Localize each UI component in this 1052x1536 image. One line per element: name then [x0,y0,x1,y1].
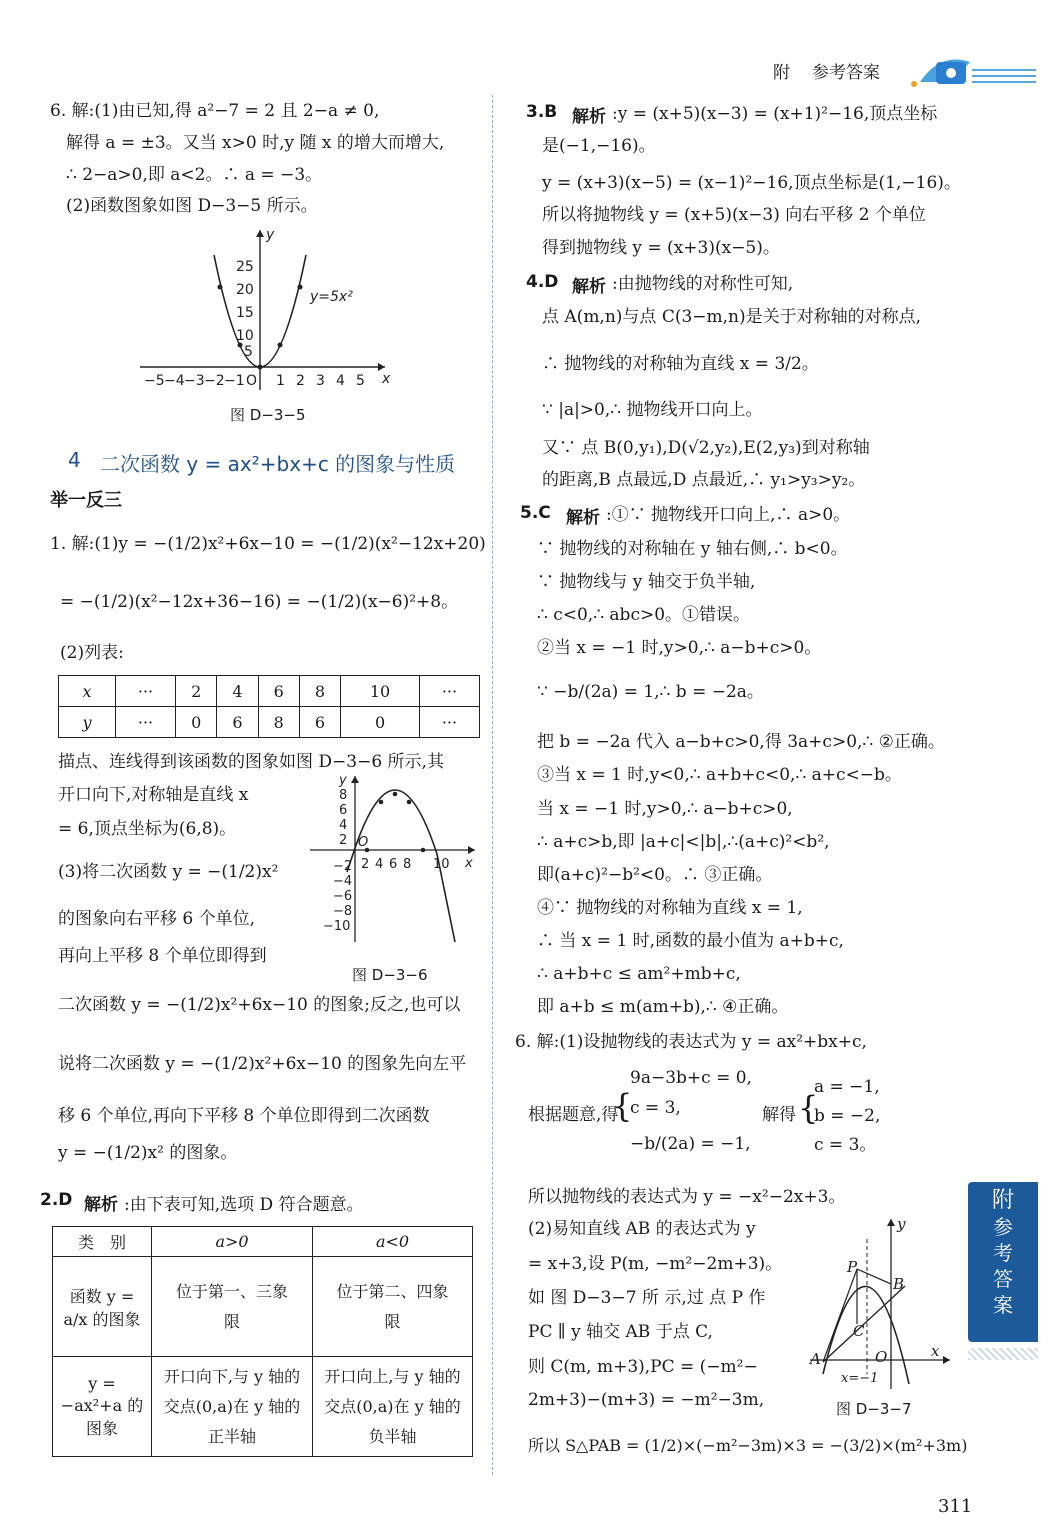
fig37-label: x=−1 [841,1371,879,1386]
p1-line2: = −(1/2)(x²−12x+36−16) = −(1/2)(x−6)²+8。 [60,592,459,612]
figure-d-3-7 [805,1214,955,1394]
fig35-ytick: 25 [236,259,254,275]
header-answers: 参考答案 [812,63,880,83]
table-cell: 10 [341,676,420,707]
p1b-line9: 移 6 个单位,再向下平移 8 个单位即得到二次函数 [58,1106,430,1126]
q6r-sol-2: c = 3。 [814,1135,877,1155]
fig35-xtick: 5 [356,373,365,389]
q6r-line9: 所以 S△PAB = (1/2)×(−m²−3m)×3 = −(3/2)×(m²+3m) [528,1436,968,1455]
p1b-line2: 开口向下,对称轴是直线 x [58,785,249,805]
table-cell: 6 [217,707,258,738]
q5-line12: ④∵ 抛物线的对称轴为直线 x = 1, [537,898,803,918]
p1b-line8: 说将二次函数 y = −(1/2)x²+6x−10 的图象先向左平 [58,1054,467,1074]
q6r-line3: (2)易知直线 AB 的表达式为 y [528,1219,756,1239]
q3-line3: y = (x+3)(x−5) = (x−1)²−16,顶点坐标是(1,−16)。 [542,173,961,193]
table-cell: 位于第二、四象限 [313,1257,473,1357]
table-cell: 开口向上,与 y 轴的交点(0,a)在 y 轴的负半轴 [313,1357,473,1457]
p1b-line5: 的图象向右平移 6 个单位, [58,909,256,929]
p1b-line6: 再向上平移 8 个单位即得到 [58,946,267,966]
q6r-sol-1: b = −2, [814,1106,881,1126]
q5-line10: ∴ a+c>b,即 |a+c|<|b|,∴(a+c)²<b², [537,832,830,852]
fig35-ytick: 10 [236,328,254,344]
fig36-ylabel: y [339,773,347,788]
sidetab-char: 案 [993,1293,1013,1317]
fig36-xlabel: x [465,856,473,871]
q5-line8: ③当 x = 1 时,y<0,∴ a+b+c<0,∴ a+c<−b。 [537,765,902,785]
fig36-ytick: −8 [333,904,353,919]
q5-label: 解析 [566,508,600,528]
fig35-xlabel: x [382,371,391,387]
column-divider [492,95,493,1475]
fig35-ylabel: y [266,227,275,243]
q6r-line2: 所以抛物线的表达式为 y = −x²−2x+3。 [528,1187,846,1207]
p1-line3: (2)列表: [60,643,124,663]
fig36-ytick: 2 [339,833,348,848]
q5-line6: ∵ −b/(2a) = 1,∴ b = −2a。 [537,682,764,702]
fig36-xtick: 2 [361,857,370,872]
fig36-ytick: 4 [339,818,348,833]
fig37-caption: 图 D−3−7 [836,1400,912,1418]
jyfs-heading: 举一反三 [50,490,122,511]
header-fu: 附 [773,63,790,83]
q6r-line6: PC ∥ y 轴交 AB 于点 C, [528,1322,713,1342]
figure-d-3-6 [305,772,480,947]
fig35-xtick: −1 [224,373,245,389]
fig35-caption: 图 D−3−5 [230,406,306,424]
q5-line9: 当 x = −1 时,y>0,∴ a−b+c>0, [537,799,793,819]
q3-line1: :y = (x+5)(x−3) = (x+1)²−16,顶点坐标 [612,104,938,124]
tab-hatch [968,1348,1038,1360]
fig35-curve-label: y=5x² [310,289,353,305]
table-cell: ··· [116,676,176,707]
table-header: a>0 [152,1227,313,1257]
q5-line5: ②当 x = −1 时,y>0,∴ a−b+c>0。 [537,638,822,658]
q6r-line7: 则 C(m, m+3),PC = (−m²− [528,1357,758,1377]
table-header: 类 别 [53,1227,152,1257]
table-header: a<0 [313,1227,473,1257]
table-cell: 6 [299,707,340,738]
table-cell: y = −ax²+a 的图象 [53,1357,152,1457]
table-cell: 2 [176,676,217,707]
q4-line1: :由抛物线的对称性可知, [612,274,794,294]
table-cell: 6 [258,676,299,707]
q5-line14: ∴ a+b+c ≤ am²+mb+c, [537,964,741,984]
q2-head: 2.D [40,1190,73,1210]
appendix-side-tab [968,1182,1038,1342]
q6r-line5: 如 图 D−3−7 所 示,过 点 P 作 [528,1288,766,1308]
q6r-sys-0: 9a−3b+c = 0, [630,1068,752,1088]
section-title: 二次函数 y = ax²+bx+c 的图象与性质 [100,452,456,476]
q6r-sys-2: −b/(2a) = −1, [630,1134,751,1154]
q6r-line1: 6. 解:(1)设抛物线的表达式为 y = ax²+bx+c, [515,1032,867,1052]
q6-line4: (2)函数图象如图 D−3−5 所示。 [66,196,318,216]
table-cell: 0 [176,707,217,738]
q5-line4: ∴ c<0,∴ abc>0。①错误。 [537,605,751,625]
fig35-xtick: 4 [336,373,345,389]
q5-line2: ∵ 抛物线的对称轴在 y 轴右侧,∴ b<0。 [537,539,848,559]
fig35-xtick: 2 [296,373,305,389]
q6r-line4: = x+3,设 P(m, −m²−2m+3)。 [528,1254,783,1274]
q4-line3: ∴ 抛物线的对称轴为直线 x = 3/2。 [542,354,819,374]
p1b-line1: 描点、连线得到该函数的图象如图 D−3−6 所示,其 [58,752,444,772]
value-table [58,675,480,738]
fig36-ytick: −10 [323,919,351,934]
p1-line1: 1. 解:(1)y = −(1/2)x²+6x−10 = −(1/2)(x²−12x+20) [50,534,486,554]
table-cell: y [59,707,116,738]
p1b-line10: y = −(1/2)x² 的图象。 [58,1143,238,1163]
comparison-table [52,1226,473,1457]
q6r-line8: 2m+3)−(m+3) = −m²−3m, [528,1390,765,1410]
p1b-line3: = 6,顶点坐标为(6,8)。 [58,819,237,839]
q6-line3: ∴ 2−a>0,即 a<2。∴ a = −3。 [66,165,323,185]
q5-line13: ∴ 当 x = 1 时,函数的最小值为 a+b+c, [537,931,844,951]
fig36-xtick: 10 [433,857,450,872]
fig36-ytick: −6 [333,889,353,904]
fig35-xtick: 1 [276,373,285,389]
table-cell: 开口向下,与 y 轴的交点(0,a)在 y 轴的正半轴 [152,1357,313,1457]
fig36-xtick: 4 [375,857,384,872]
q6r-sol-pre: 解得 [762,1105,796,1125]
p1b-line7: 二次函数 y = −(1/2)x²+6x−10 的图象;反之,也可以 [58,995,461,1015]
fig37-label: P [847,1258,858,1276]
brace-icon: { [612,1087,633,1125]
fig36-ytick: 8 [339,788,348,803]
sidetab-char: 答 [993,1267,1013,1291]
table-cell: 4 [217,676,258,707]
q5-line7: 把 b = −2a 代入 a−b+c>0,得 3a+c>0,∴ ②正确。 [537,732,945,752]
fig36-origin: O [358,835,369,850]
fig37-label: C [853,1322,865,1340]
table-cell: ··· [419,707,479,738]
q6-line2: 解得 a = ±3。又当 x>0 时,y 随 x 的增大而增大, [66,133,445,153]
q4-line2: 点 A(m,n)与点 C(3−m,n)是关于对称轴的对称点, [542,307,922,327]
p1b-line4: (3)将二次函数 y = −(1/2)x² [58,862,279,882]
fig35-ytick: 20 [236,282,254,298]
table-cell: 8 [299,676,340,707]
fig35-xtick: −4 [164,373,185,389]
section-number: 4 [68,448,81,472]
brace-icon: { [798,1089,819,1127]
q4-head: 4.D [526,272,559,292]
q3-line2: 是(−1,−16)。 [542,136,656,156]
table-cell: 8 [258,707,299,738]
q5-line15: 即 a+b ≤ m(am+b),∴ ④正确。 [537,997,789,1017]
fig35-xtick: 3 [316,373,325,389]
q4-label: 解析 [572,277,606,297]
q3-line5: 得到抛物线 y = (x+3)(x−5)。 [542,238,780,258]
table-cell: ··· [116,707,176,738]
q5-line11: 即(a+c)²−b²<0。∴ ③正确。 [537,865,773,885]
table-cell: 0 [341,707,420,738]
fig36-xtick: 6 [389,857,398,872]
fig36-caption: 图 D−3−6 [352,966,428,984]
fig35-ytick: 15 [236,305,254,321]
table-cell: 位于第一、三象限 [152,1257,313,1357]
q3-head: 3.B [526,102,558,122]
sidetab-char: 参 [993,1215,1013,1239]
q3-line4: 所以将抛物线 y = (x+5)(x−3) 向右平移 2 个单位 [542,205,926,225]
q4-line6: 的距离,B 点最远,D 点最近,∴ y₁>y₃>y₂。 [542,470,866,490]
q5-line1: :①∵ 抛物线开口向上,∴ a>0。 [606,505,851,525]
fig36-ytick: −2 [333,859,353,874]
q3-label: 解析 [572,107,606,127]
fig36-ytick: 6 [339,803,348,818]
fig37-label: x [931,1342,940,1360]
fig36-ytick: −4 [333,874,353,889]
q5-line3: ∵ 抛物线与 y 轴交于负半轴, [537,572,756,592]
q5-head: 5.C [520,503,551,523]
table-cell: x [59,676,116,707]
fig35-xtick: −5 [144,373,165,389]
q4-line5: 又∵ 点 B(0,y₁),D(√2,y₂),E(2,y₃)到对称轴 [542,438,870,458]
sidetab-char: 考 [993,1241,1013,1265]
sidetab-fu: 附 [991,1188,1014,1213]
fig37-label: O [875,1348,888,1366]
fig37-label: y [897,1215,906,1233]
fig37-label: A [810,1350,821,1368]
fig35-xtick: −3 [184,373,205,389]
table-cell: ··· [419,676,479,707]
figure-d-3-5 [140,225,400,395]
q4-line4: ∵ |a|>0,∴ 抛物线开口向上。 [542,400,763,420]
table-cell: 函数 y = a/x 的图象 [53,1257,152,1357]
q2-label: 解析 [84,1195,118,1215]
q6r-sys-pre: 根据题意,得 [528,1105,619,1125]
q6r-sol-0: a = −1, [814,1077,880,1097]
q2-text: :由下表可知,选项 D 符合题意。 [124,1195,364,1215]
q6-line1: 6. 解:(1)由已知,得 a²−7 = 2 且 2−a ≠ 0, [50,101,380,121]
fig36-xtick: 8 [403,857,412,872]
header-logo-icon [900,44,1040,94]
fig35-ytick: 5 [244,344,253,360]
page-number: 311 [938,1496,973,1517]
q6r-sys-1: c = 3, [630,1098,681,1118]
fig35-xtick: −2 [204,373,225,389]
fig35-xtick: O [246,373,258,389]
fig37-label: B [893,1275,905,1293]
